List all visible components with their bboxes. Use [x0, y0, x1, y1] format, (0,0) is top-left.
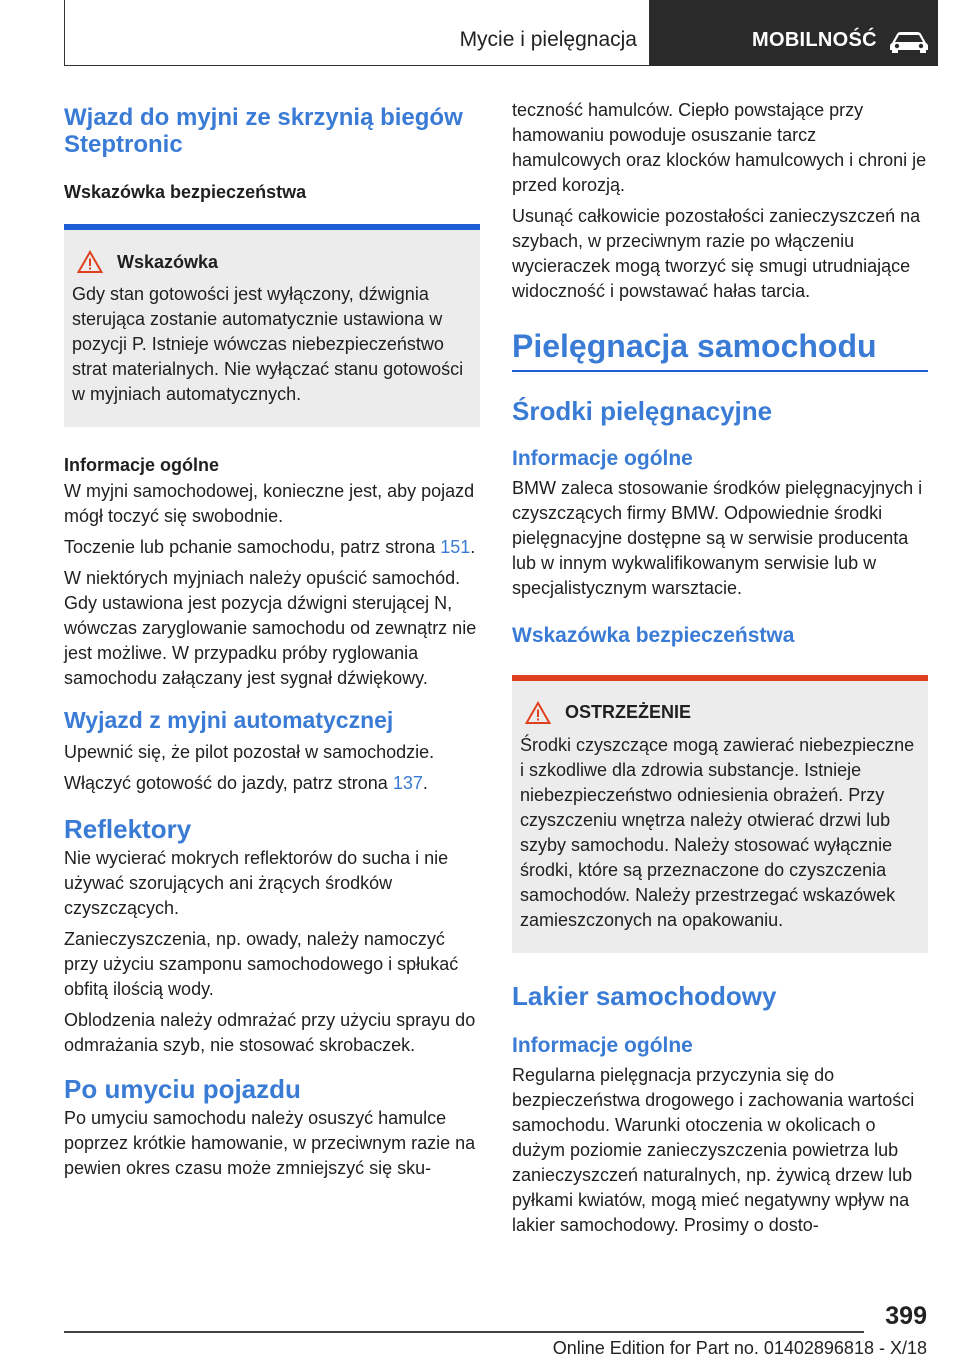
heading-steptronic: Wjazd do myjni ze skrzynią biegów Steptronic: [64, 104, 463, 158]
warning-triangle-icon: [525, 701, 551, 725]
page-link-137[interactable]: 137: [392, 773, 423, 793]
paragraph: Nie wycierać mokrych reflektorów do sucha i nie używać szorujących ani żrących środków czyszczących.: [64, 848, 449, 918]
paragraph: Regularna pielęgnacja przyczynia się do bezpieczeństwa drogowego i zachowania wartości samochodu. Warunki otoczenia w okolicach o dużym poziomie zanieczyszczenia powietrza lub zanieczyszczeń naturalnych, np. żywicą drzew lub pyłkami kwiatów, mogą mieć negatywny wpływ na lakier samochodowy. Prosimy o dosto-: [512, 1064, 915, 1235]
chapter-tab: [650, 0, 938, 66]
right-column: [512, 98, 928, 1238]
note-header: [72, 250, 472, 274]
page-number: 399: [885, 1302, 927, 1330]
paragraph-towing: Toczenie lub pchanie samochodu, patrz strona 151.: [64, 537, 476, 557]
heading-care-agents: Środki pielęgnacyjne: [512, 395, 773, 426]
page-header: [64, 0, 938, 66]
paragraph: BMW zaleca stosowanie środków pielęgnacyjnych i czyszczących firmy BMW. Odpowiednie środki pielęgnacyjne dostępne są w serwisie producenta lub w innym wykwalifikowanym serwisie lub w specjalistycznym warsztacie.: [512, 477, 923, 598]
paragraph: Zanieczyszczenia, np. owady, należy namoczyć przy użyciu szamponu samochodowego i spłukać obfitą ilością wody.: [64, 929, 459, 999]
heading-rule: [512, 370, 928, 372]
warning-title: OSTRZEŻENIE: [565, 702, 692, 722]
paragraph: teczność hamulców. Ciepło powstające przy hamowaniu powoduje osuszanie tarcz hamulcowych oraz klocków hamulcowych i chroni je przed korozją.: [512, 100, 927, 195]
note-text: Gdy stan gotowości jest wyłączony, dźwignia sterująca zostanie automatycznie ustawiona w pozycji P. Istnieje wówczas niebezpieczeństwo strat materialnych. Nie wyłączać stanu gotowości w myjniach automatycznych.: [72, 284, 464, 404]
heading-reflectors: Reflektory: [64, 814, 192, 844]
paragraph: W niektórych myjniach należy opuścić samochód. Gdy ustawiona jest pozycja dźwigni sterującej N, wówczas zaryglowanie samochodu od zewnątrz nie jest możliwe. W przypadku próby ryglowania samochodu załączany jest sygnał dźwiękowy.: [64, 568, 477, 688]
chapter-title: MOBILNOŚĆ: [752, 29, 877, 51]
paragraph: Usunąć całkowicie pozostałości zanieczyszczeń na szybach, w przeciwnym razie po włączeniu wycieraczek mogą tworzyć się smugi utrudniające widoczność i powstawać hałas tarcia.: [512, 206, 921, 301]
edition-text: Online Edition for Part no. 01402896818 - X/18: [552, 1338, 927, 1358]
note-box: [64, 224, 480, 427]
paragraph: W myjni samochodowej, konieczne jest, aby pojazd mógł toczyć się swobodnie.: [64, 481, 475, 526]
section-title: Mycie i pielęgnacja: [459, 28, 637, 51]
page-link-151[interactable]: 151: [440, 537, 471, 557]
warning-text: Środki czyszczące mogą zawierać niebezpieczne i szkodliwe dla zdrowia substancje. Istnieje niebezpieczeństwo odniesienia obrażeń. Przy czyszczeniu wnętrza należy otwierać drzwi lub szyby samochodu. Należy stosować wyłącznie środki, które są przeznaczone do czyszczenia samochodów. Należy przestrzegać wskazówek zamieszczonych na opakowaniu.: [520, 734, 915, 930]
paragraph: Upewnić się, że pilot pozostał w samochodzie.: [64, 742, 435, 762]
paragraph-ready: Włączyć gotowość do jazdy, patrz strona 137.: [64, 773, 428, 793]
paragraph: Oblodzenia należy odmrażać przy użyciu sprayu do odmrażania szyb, nie stosować skrobaczek.: [64, 1010, 476, 1055]
heading-general: Informacje ogólne: [512, 1033, 693, 1057]
section-tab: [64, 0, 650, 66]
heading-car-care: Pielęgnacja samochodu: [512, 328, 877, 364]
note-title: Wskazówka: [117, 251, 219, 272]
car-icon: [888, 30, 930, 54]
left-column: [64, 100, 480, 1181]
heading-after-wash: Po umyciu pojazdu: [64, 1074, 301, 1104]
heading-paint: Lakier samochodowy: [512, 980, 777, 1011]
footer-rule: [64, 1331, 864, 1333]
warning-header: [520, 701, 920, 725]
heading-general: Informacje ogólne: [512, 446, 693, 470]
warning-box: [512, 675, 928, 953]
warning-triangle-icon: [77, 250, 103, 274]
heading-exit-wash: Wyjazd z myjni automatycznej: [64, 707, 394, 733]
heading-safety: Wskazówka bezpieczeństwa: [512, 623, 795, 647]
paragraph: Po umyciu samochodu należy osuszyć hamulce poprzez krótkie hamowanie, w przeciwnym razie na pewien okres czasu może zmniejszyć się sku-: [64, 1108, 476, 1178]
safety-subheading: Wskazówka bezpieczeństwa: [64, 182, 307, 202]
general-subheading: Informacje ogólne: [64, 455, 220, 475]
